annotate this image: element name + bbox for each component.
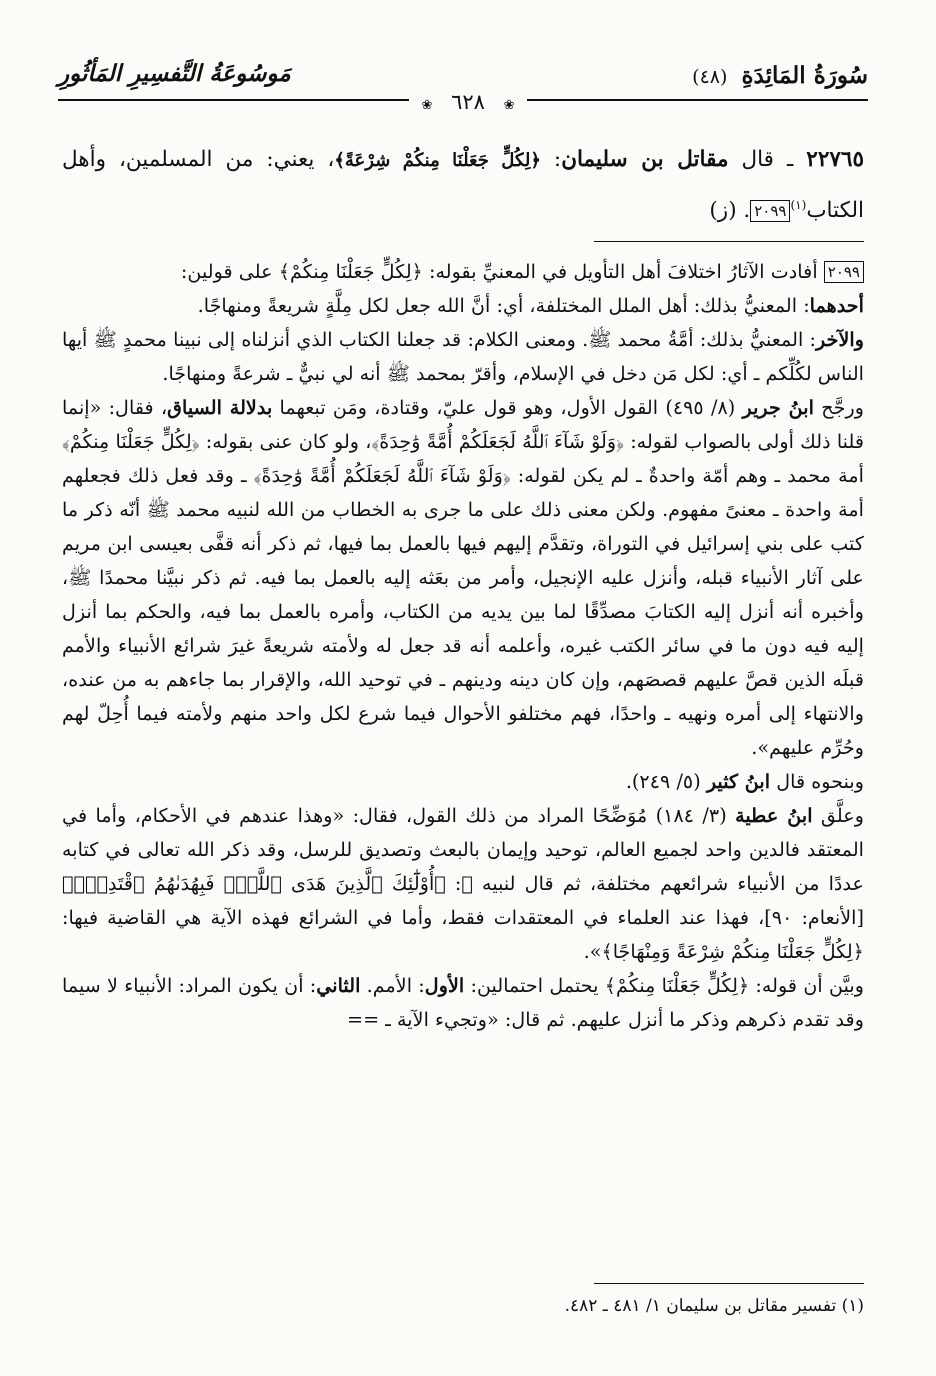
scholar-name: ابنُ جرير (742, 396, 814, 419)
narration-number: ٢٢٧٦٥ (806, 147, 865, 172)
note-text: أفادت الآثارُ اختلافَ أهل التأويل في المعنيِّ بقوله: ﴿لِكُلٍّ جَعَلْنَا مِنكُمْ﴾ على قولين: (180, 260, 824, 283)
note-text: (٨/ ٤٩٥) القول الأول، وهو قول عليّ، وقتادة، ومَن تبعهما (272, 396, 743, 419)
scholar-name: ابنُ كثير (706, 770, 771, 793)
note-number-box: ٢٠٩٩ (824, 261, 864, 283)
note-text: ورجَّح (813, 396, 864, 419)
note-emphasis: بدلالة السياق (167, 396, 273, 419)
note-text: (٥/ ٢٤٩). (625, 770, 707, 793)
note-paragraph (62, 969, 864, 1037)
surah-number: (٤٨) (692, 66, 728, 88)
page-number-block (0, 90, 936, 114)
note-text: : الأمم. (360, 974, 425, 997)
footnote-rule (594, 1283, 864, 1284)
ornament-icon: ❀ (415, 98, 438, 113)
narrator-name: مقاتل بن سليمان (561, 147, 729, 172)
footnote: (١) تفسير مقاتل بن سليمان ١/ ٤٨١ ـ ٤٨٢. (564, 1296, 864, 1316)
scholar-name: ابنُ عطية (735, 804, 813, 827)
note-paragraph (62, 289, 864, 323)
note-heading: الثاني (316, 974, 361, 997)
note-paragraph (62, 391, 864, 765)
quran-quote: ﴿لِكُلٍّ جَعَلْنَا مِنكُمْ شِرْعَةً﴾ (334, 150, 541, 171)
note-text: : المعنيُّ بذلك: أمَّةُ محمد ﷺ. ومعنى الكلام: قد جعلنا الكتاب الذي أنزلناه إلى نبينا محمدٍ ﷺ أيها الناس لكُلِّكم ـ أي: لكل مَن دخل في الإسلام، وأقرّ بمحمد ﷺ أنه لي نبيٌّ ـ شرعةً ومنهاجًا. (62, 328, 864, 385)
narration-text: . (ز) (709, 198, 751, 223)
note-text: (٣/ ١٨٤) مُوَضِّحًا المراد من ذلك القول، فقال: «وهذا عندهم في الأحكام، وأما في المعتقد فالدين واحد لجميع العالم، توحيد وإيمان بالبعث وتصديق للرسل، وقد ذكر الله تعالى في كتابه عددًا من الأنبياء شرائعهم مختلفة، ثم قال لنبيه ﷺ: ﴿أُوْلَٰٓئِكَ ٱلَّذِينَ هَدَى ٱللَّهُۖ فَبِهُدَىٰهُمُ ٱقْتَدِهْۗ﴾ [الأنعام: ٩٠]، فهذا عند العلماء في المعتقدات فقط، وأما في الشرائع فهذه الآية هي القاضية فيها: ﴿لِكُلٍّ جَعَلْنَا مِنكُمْ شِرْعَةً وَمِنْهَاجًا﴾». (62, 804, 865, 963)
page-number: ٦٢٨ (445, 90, 491, 114)
narration-text: ، يعني: من المسلمين، وأهل الكتاب (62, 147, 864, 223)
surah-title (692, 62, 868, 89)
note-paragraph (62, 255, 864, 289)
note-text: وبيَّن أن قوله: ﴿لِكُلٍّ جَعَلْنَا مِنكُمْ﴾ يحتمل احتمالين: (464, 974, 864, 997)
note-text: : المعنيُّ بذلك: أهل الملل المختلفة، أي: أنَّ الله جعل لكل مِلَّةٍ شريعةً ومنهاجًا. (197, 294, 810, 317)
note-text: : أن يكون المراد: الأنبياء لا سيما وقد تقدم ذكرهم وذكر ما أنزل عليهم. ثم قال: «وتجيء الآية ـ == (62, 974, 864, 1031)
book-title: مَوسُوعَةُ التَّفسِيرِ المَأثُورِ (58, 60, 291, 87)
note-heading: أحدهما (809, 294, 864, 317)
ornament-icon: ❀ (498, 98, 521, 113)
narration-paragraph (62, 138, 864, 233)
commentary-note (62, 255, 864, 1037)
note-text: وبنحوه قال (770, 770, 864, 793)
narration-text: ـ قال (728, 147, 807, 172)
surah-name: سُورَةُ المَائِدَةِ (741, 62, 868, 89)
note-heading: الأول (424, 974, 465, 997)
note-text: ، فقال: «إنما قلنا ذلك أولى بالصواب لقوله: ﴿وَلَوْ شَآءَ ٱللَّهُ لَجَعَلَكُمْ أُمَّةً وَٰحِدَةً﴾، ولو كان عنى بقوله: ﴿لِكُلٍّ جَعَلْنَا مِنكُمْ﴾ أمة محمد ـ وهم أمّة واحدةٌ ـ لم يكن لقوله: ﴿وَلَوْ شَآءَ ٱللَّهُ لَجَعَلَكُمْ أُمَّةً وَٰحِدَةً﴾ ـ وقد فعل ذلك فجعلهم أمة واحدة ـ معنىً مفهوم. ولكن معنى ذلك على ما جرى به الخطاب من الله لنبيه محمد ﷺ أنّه ذكر ما كتب على بني إسرائيل في التوراة، وتقدَّم إليهم فيها بالعمل بما فيها، ثم ذكر أنه قفَّى بعيسى ابن مريم على آثار الأنبياء قبله، وأنزل عليه الإنجيل، وأمر من بعَثه إليه بالعمل بما فيه. ثم ذكر نبيَّنا محمدًا ﷺ، وأخبره أنه أنزل إليه الكتابَ مصدِّقًا لما بين يديه من الكتاب، وأمره بالعمل بما فيه، والحكم بما أنزل إليه فيه دون ما في سائر الكتب غيره، وأعلمه أنه قد جعل له ولأمته شريعةً غيرَ شرائع الأنبياء والأمم قبلَه الذين قصَّ عليهم قصصَهم، وإن كان دينه ودينهم ـ في توحيد الله، والإقرار بما جاءهم به من عنده، والانتهاء إلى أمره ونهيه ـ واحدًا، فهم مختلفو الأحوال فيما شرع لكل واحد منهم ولأمته فيما أُحِلّ لهم وحُرِّم عليهم». (62, 396, 864, 759)
note-ref-box: ٢٠٩٩ (750, 200, 790, 222)
footnote-ref: (١) (790, 198, 807, 212)
note-paragraph (62, 323, 864, 391)
separator-rule (594, 241, 864, 242)
note-text: وعلَّق (812, 804, 864, 827)
note-paragraph (62, 765, 864, 799)
note-heading: والآخر (816, 328, 864, 351)
narration-text: : (540, 147, 562, 172)
note-paragraph (62, 799, 864, 969)
